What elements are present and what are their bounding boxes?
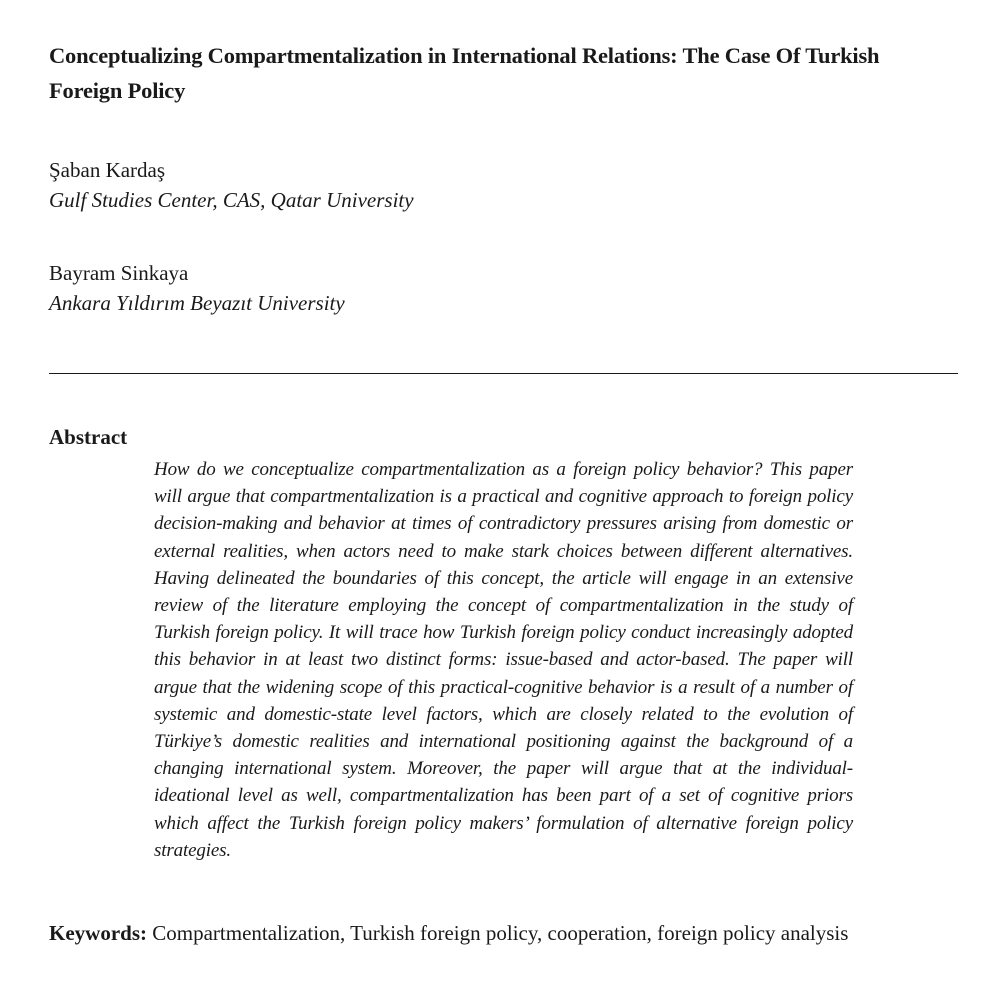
keywords-text: Compartmentalization, Turkish foreign policy, cooperation, foreign policy analysis (152, 921, 849, 945)
abstract-text: How do we conceptualize compartmentalization as a foreign policy behavior? This paper will argue that compartmentalization is a practical and cognitive approach to foreign policy decision-making and behavior at times of contradictory pressures arising from domestic or external realities, when actors need to make stark choices between different alternatives. Having delineated the boundaries of this concept, the article will engage in an extensive review of the literature employing the concept of compartmentalization in the study of Turkish foreign policy. It will trace how Turkish foreign policy conduct increasingly adopted this behavior in at least two distinct forms: issue-based and actor-based. The paper will argue that the widening scope of this practical-cognitive behavior is a result of a number of systemic and domestic-state level factors, which are closely related to the evolution of Türkiye’s domestic realities and international positioning against the background of a changing international system. Moreover, the paper will argue that at the individual-ideational level as well, compartmentalization has been part of a set of cognitive priors which affect the Turkish foreign policy makers’ formulation of alternative foreign policy strategies. (154, 459, 853, 861)
author-block (49, 155, 414, 215)
author-affiliation: Ankara Yıldırım Beyazıt University (49, 291, 345, 315)
abstract-heading: Abstract (49, 425, 128, 449)
keywords-line (49, 917, 956, 949)
author-name: Bayram Sinkaya (49, 261, 189, 285)
author-block (49, 258, 345, 318)
author-name: Şaban Kardaş (49, 158, 166, 182)
author-affiliation: Gulf Studies Center, CAS, Qatar University (49, 188, 414, 212)
paper-title: Conceptualizing Compartmentalization in International Relations: The Case Of Turkish Foreign Policy (49, 43, 880, 103)
section-divider (49, 373, 958, 374)
keywords-label: Keywords: (49, 921, 147, 945)
